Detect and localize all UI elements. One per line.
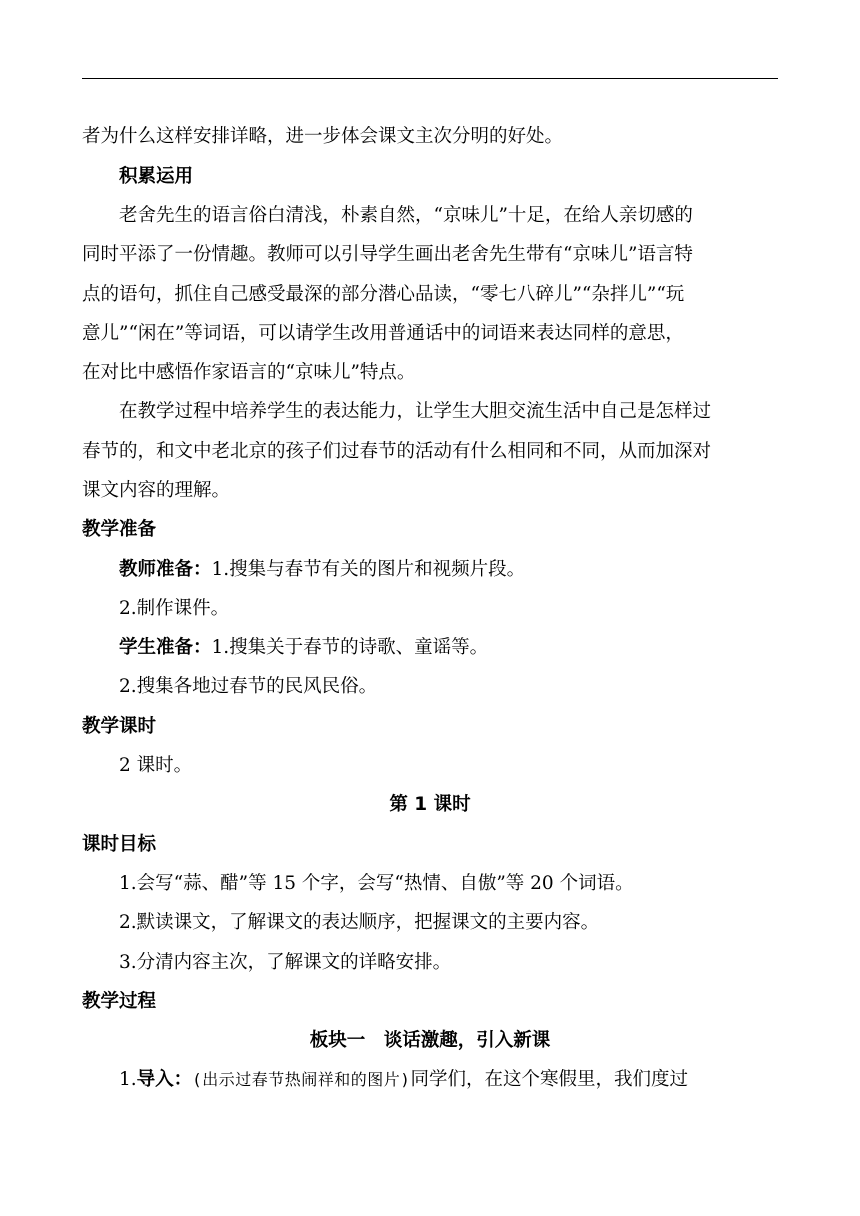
intro-label: 导入： — [136, 1069, 193, 1090]
heading-class-hours: 教学课时 — [82, 716, 157, 737]
student-prep-line — [119, 639, 819, 658]
teacher-prep-label: 教师准备： — [119, 559, 212, 580]
objective-item: 2.默读课文，了解课文的表达顺序，把握课文的主要内容。 — [119, 912, 600, 933]
teacher-prep-item: 1.搜集与春节有关的图片和视频片段。 — [211, 559, 526, 580]
intro-text: 同学们，在这个寒假里，我们度过 — [410, 1069, 688, 1090]
section-title: 板块一 谈话激趣，引入新课 — [309, 1030, 551, 1051]
intro-line — [119, 1071, 819, 1090]
paragraph-line: 在教学过程中培养学生的表达能力，让学生大胆交流生活中自己是怎样过 — [119, 401, 712, 422]
header-rule — [82, 78, 778, 79]
objective-item: 1.会写“蒜、醋”等 15 个字，会写“热情、自傲”等 20 个词语。 — [119, 873, 634, 894]
paragraph-line: 意儿”“闲在”等词语，可以请学生改用普通话中的词语来表达同样的意思， — [82, 323, 684, 344]
student-prep-item: 1.搜集关于春节的诗歌、童谣等。 — [211, 637, 489, 658]
lesson-title: 第 1 课时 — [389, 794, 471, 815]
heading-preparation: 教学准备 — [82, 519, 157, 540]
teacher-prep-item: 2.制作课件。 — [119, 598, 230, 619]
teacher-prep-line — [119, 561, 819, 580]
paragraph-line: 同时平添了一份情趣。教师可以引导学生画出老舍先生带有“京味儿”语言特 — [82, 244, 693, 265]
heading-objectives: 课时目标 — [82, 834, 157, 855]
student-prep-label: 学生准备： — [119, 637, 212, 658]
objective-item: 3.分清内容主次，了解课文的详略安排。 — [119, 952, 452, 973]
class-hours-value: 2 课时。 — [119, 755, 193, 776]
intro-number: 1. — [119, 1069, 137, 1090]
paragraph-line: 春节的，和文中老北京的孩子们过春节的活动有什么相同和不同，从而加深对 — [82, 441, 712, 462]
paragraph-line: 课文内容的理解。 — [82, 480, 231, 501]
subheading-accumulation: 积累运用 — [119, 166, 194, 187]
paragraph-line: 者为什么这样安排详略，进一步体会课文主次分明的好处。 — [82, 126, 564, 147]
paragraph-line: 老舍先生的语言俗白清浅，朴素自然，“京味儿”十足，在给人亲切感的 — [119, 205, 693, 226]
intro-stage-note: (出示过春节热闹祥和的图片) — [192, 1070, 411, 1089]
paragraph-line: 点的语句，抓住自己感受最深的部分潜心品读，“零七八碎儿”“杂拌儿”“玩 — [82, 284, 685, 305]
heading-process: 教学过程 — [82, 991, 157, 1012]
paragraph-line: 在对比中感悟作家语言的“京味儿”特点。 — [82, 362, 416, 383]
student-prep-item: 2.搜集各地过春节的民风民俗。 — [119, 676, 378, 697]
